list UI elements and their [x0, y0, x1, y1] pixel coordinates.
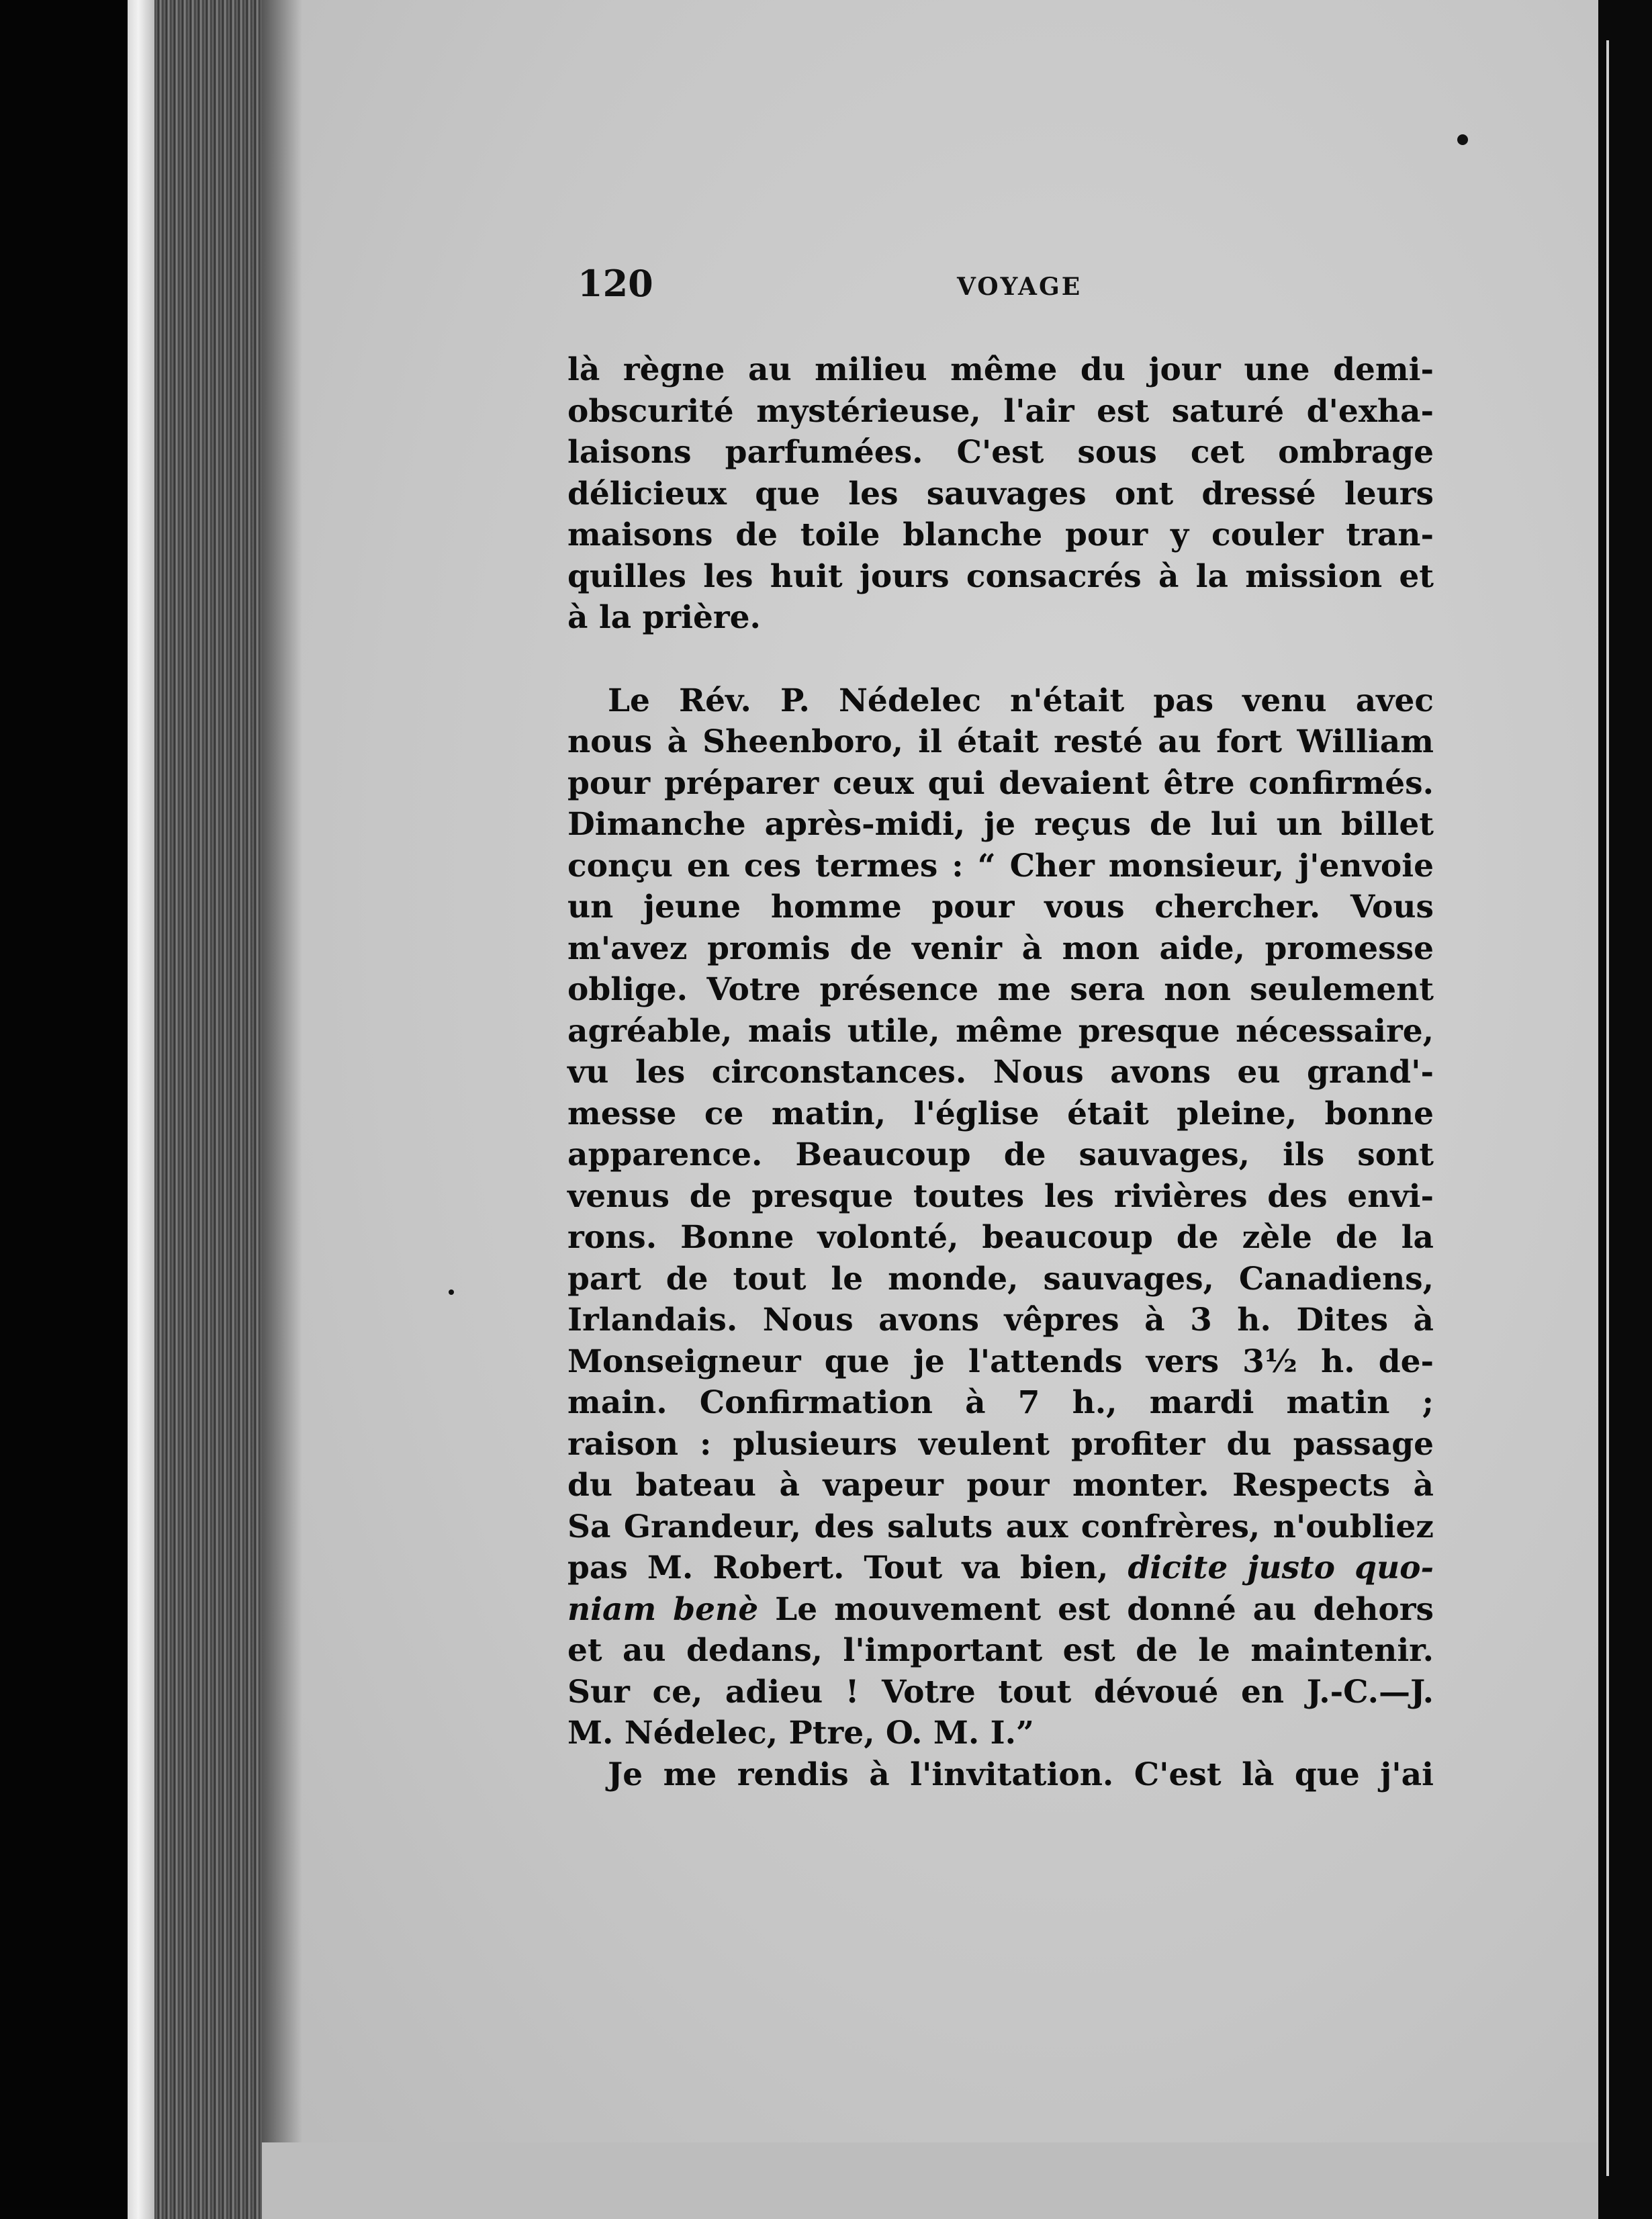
text-line: Dimanche après-midi, je reçus de lui un billet [567, 806, 1434, 843]
latin-quote: niam benè [567, 1590, 759, 1628]
text-line: à la prière. [567, 599, 761, 636]
text-segment: Le mouvement est donné au dehors [758, 1590, 1434, 1628]
paper-edge [128, 0, 154, 2219]
ink-speck [449, 1289, 454, 1295]
text-line: du bateau à vapeur pour monter. Respects à [567, 1467, 1434, 1504]
text-line: m'avez promis de venir à mon aide, promesse [567, 930, 1434, 967]
latin-quote: dicite justo quo- [1128, 1549, 1434, 1586]
text-line: maisons de toile blanche pour y couler tran- [567, 516, 1434, 553]
text-line: part de tout le monde, sauvages, Canadiens, [567, 1260, 1434, 1298]
text-line: laisons parfumées. C'est sous cet ombrage [567, 434, 1434, 471]
text-line: Monseigneur que je l'attends vers 3½ h. de- [567, 1343, 1434, 1380]
text-line: Le Rév. P. Nédelec n'était pas venu avec [608, 682, 1434, 719]
text-line: rons. Bonne volonté, beaucoup de zèle de la [567, 1219, 1434, 1256]
gutter-shadow [262, 0, 302, 2219]
text-line: là règne au milieu même du jour une demi- [567, 351, 1434, 388]
page-number: 120 [578, 262, 653, 305]
body-text [567, 349, 1434, 1795]
text-line: Je me rendis à l'invitation. C'est là que j'ai [608, 1756, 1434, 1793]
text-line: un jeune homme pour vous chercher. Vous [567, 889, 1434, 925]
text-line: conçu en ces termes : “ Cher monsieur, j'envoie [567, 847, 1434, 885]
page-bottom [262, 2142, 1598, 2219]
scan-border-left [0, 0, 128, 2219]
text-segment: pas M. Robert. Tout va bien, [567, 1549, 1109, 1586]
text-line: apparence. Beaucoup de sauvages, ils sont [567, 1136, 1434, 1173]
text-line: pour préparer ceux qui devaient être confirmés. [567, 764, 1434, 802]
text-line: obscurité mystérieuse, l'air est saturé d'exha- [567, 392, 1434, 430]
text-line: vu les circonstances. Nous avons eu grand'- [567, 1054, 1434, 1091]
paragraph-3 [567, 1754, 1434, 1796]
text-line: messe ce matin, l'église était pleine, bonne [567, 1095, 1434, 1132]
text-line: Sa Grandeur, des saluts aux confrères, n'oubliez [567, 1508, 1434, 1545]
text-line [567, 1547, 1434, 1589]
text-line: quilles les huit jours consacrés à la mission et [567, 557, 1434, 595]
paragraph-gap [567, 639, 1434, 680]
paragraph-2 [567, 680, 1434, 1754]
text-line: et au dedans, l'important est de le maintenir. [567, 1632, 1434, 1669]
text-line: délicieux que les sauvages ont dressé leurs [567, 475, 1434, 512]
page-header [578, 262, 1437, 316]
text-line: Irlandais. Nous avons vêpres à 3 h. Dites à [567, 1302, 1434, 1339]
next-page-edge [1606, 40, 1609, 2176]
text-line: main. Confirmation à 7 h., mardi matin ; [567, 1384, 1434, 1421]
text-line: Sur ce, adieu ! Votre tout dévoué en J.-C.—J. [567, 1673, 1434, 1711]
text-line: venus de presque toutes les rivières des envi- [567, 1177, 1434, 1215]
ink-speck [1457, 134, 1468, 145]
text-line: raison : plusieurs veulent profiter du passage [567, 1425, 1434, 1463]
text-line [567, 1589, 1434, 1631]
text-line: nous à Sheenboro, il était resté au fort William [567, 723, 1434, 760]
text-line: M. Nédelec, Ptre, O. M. I.” [567, 1715, 1034, 1752]
text-line: oblige. Votre présence me sera non seulement [567, 971, 1434, 1008]
paragraph-1 [567, 349, 1434, 639]
running-title: VOYAGE [957, 273, 1083, 301]
page-stack-edges [154, 0, 269, 2219]
text-line: agréable, mais utile, même presque nécessaire, [567, 1012, 1434, 1050]
